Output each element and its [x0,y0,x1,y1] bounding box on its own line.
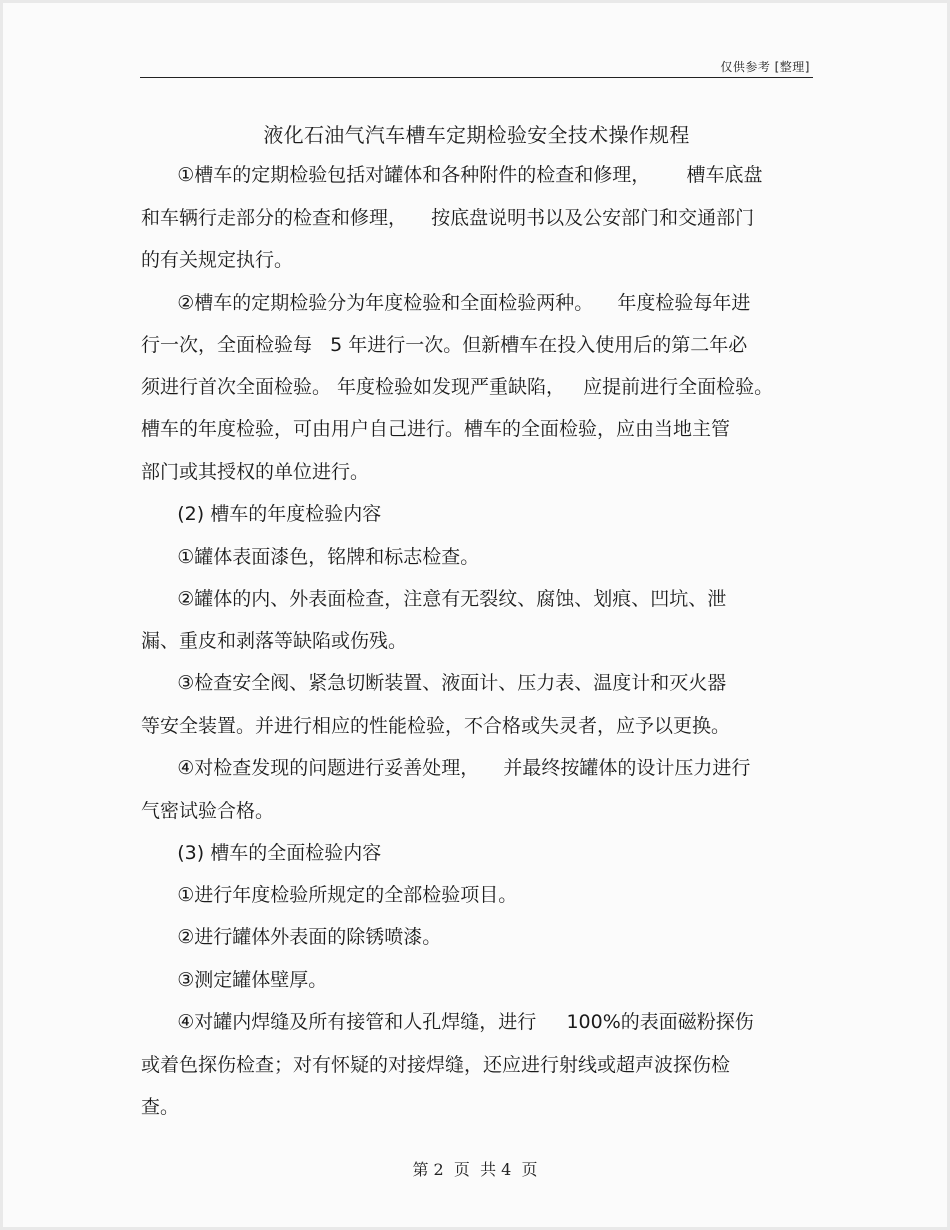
body-line: (3) 槽车的全面检验内容 [141,842,382,864]
body-line: ④对罐内焊缝及所有接管和人孔焊缝，进行 100%的表面磁粉探伤 [141,1011,754,1033]
body-line: ①罐体表面漆色，铭牌和标志检查。 [141,546,480,568]
body-line: ①进行年度检验所规定的全部检验项目。 [141,884,518,906]
body-line: ④对检查发现的问题进行妥善处理， 并最终按罐体的设计压力进行 [141,757,751,779]
body-line: ②进行罐体外表面的除锈喷漆。 [141,926,442,948]
body-line: ②罐体的内、外表面检查，注意有无裂纹、腐蚀、划痕、凹坑、泄 [141,588,727,610]
body-line: ①槽车的定期检验包括对罐体和各种附件的检查和修理， 槽车底盘 [141,164,763,186]
body-line: 部门或其授权的单位进行。 [141,461,370,483]
header-divider [140,77,813,78]
body-line: 等安全装置。并进行相应的性能检验，不合格或失灵者，应予以更换。 [141,715,731,737]
body-line: 和车辆行走部分的检查和修理， 按底盘说明书以及公安部门和交通部门 [141,207,755,229]
header-note: 仅供参考 [整理] [720,60,810,74]
body-line: 的有关规定执行。 [141,249,294,271]
body-line: ③检查安全阀、紧急切断装置、液面计、压力表、温度计和灭火器 [141,672,727,694]
document-page [3,3,947,1227]
body-line: 气密试验合格。 [141,800,275,822]
page-number: 第 2 页 共 4 页 [412,1160,538,1179]
document-title: 液化石油气汽车槽车定期检验安全技术操作规程 [263,123,690,147]
body-line: 槽车的年度检验，可由用户自己进行。槽车的全面检验，应由当地主管 [141,418,731,440]
body-line: 行一次，全面检验每 5 年进行一次。但新槽车在投入使用后的第二年必 [141,334,748,356]
body-line: 漏、重皮和剥落等缺陷或伤残。 [141,630,408,652]
body-line: ②槽车的定期检验分为年度检验和全面检验两种。 年度检验每年进 [141,292,751,314]
body-line: ③测定罐体壁厚。 [141,969,328,991]
body-line: (2) 槽车的年度检验内容 [141,503,382,525]
body-line: 须进行首次全面检验。 年度检验如发现严重缺陷， 应提前进行全面检验。 [141,376,774,398]
body-line: 或着色探伤检查；对有怀疑的对接焊缝，还应进行射线或超声波探伤检 [141,1054,731,1076]
body-line: 查。 [141,1096,180,1118]
